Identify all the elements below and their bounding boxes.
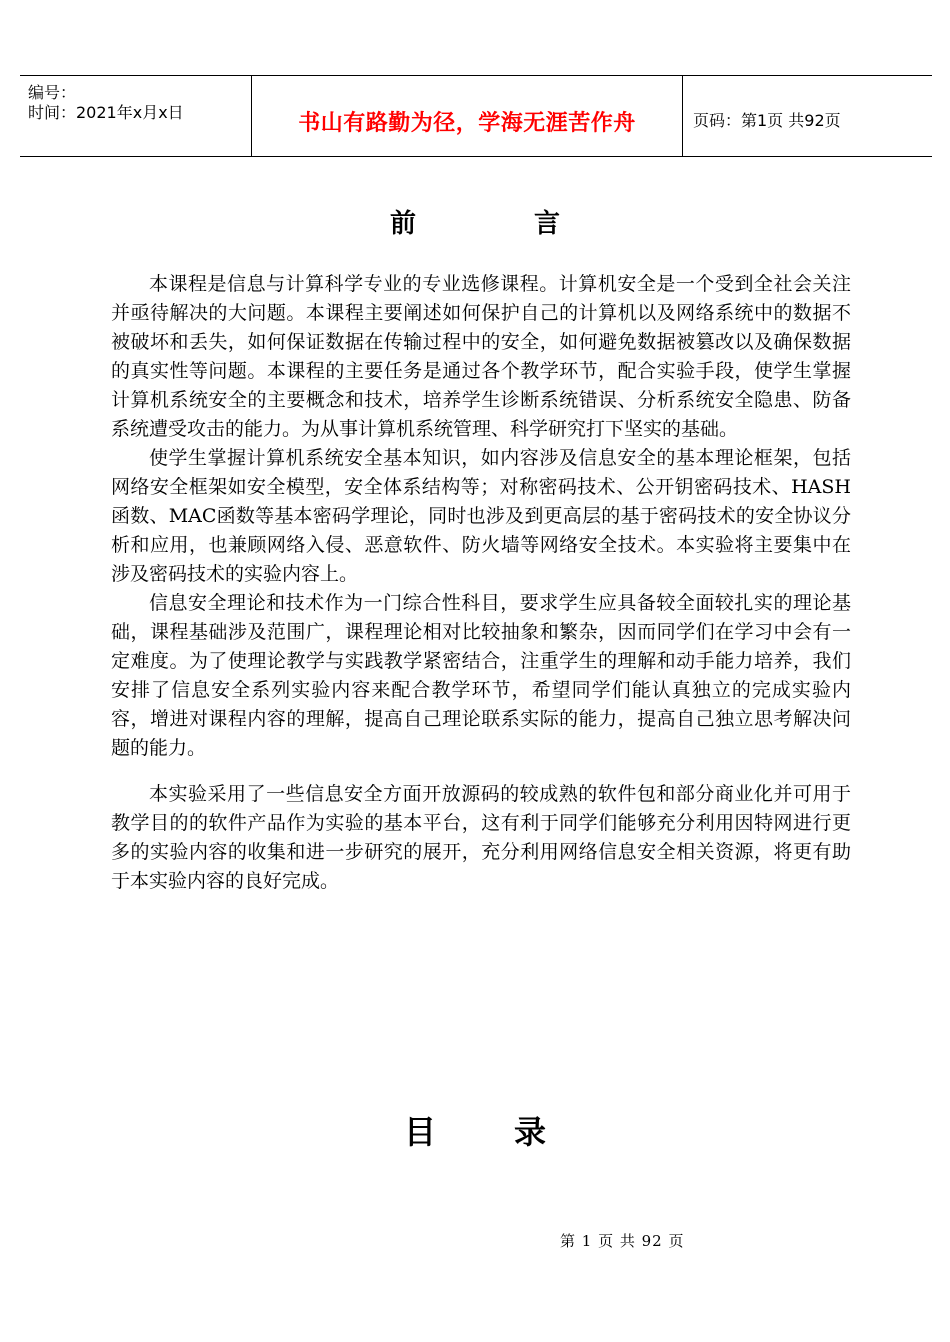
header-page-number: 页码：第1页 共92页 [693, 111, 841, 130]
preface-paragraph: 本课程是信息与计算科学专业的专业选修课程。计算机安全是一个受到全社会关注并亟待解决的大问题。本课程主要阐述如何保护自己的计算机以及网络系统中的数据不被破坏和丢失，如何保证数据在传输过程中的安全，如何避免数据被篡改以及确保数据的真实性等问题。本课程的主要任务是通过各个教学环节，配合实验手段，使学生掌握计算机系统安全的主要概念和技术，培养学生诊断系统错误、分析系统安全隐患、防备系统遭受攻击的能力。为从事计算机系统管理、科学研究打下坚实的基础。 [111, 273, 851, 440]
preface-paragraph: 使学生掌握计算机系统安全基本知识，如内容涉及信息安全的基本理论框架，包括网络安全框架如安全模型，安全体系结构等；对称密码技术、公开钥密码技术、HASH函数、MAC函数等基本密码学理论，同时也涉及到更高层的基于密码技术的安全协议分析和应用，也兼顾网络入侵、恶意软件、防火墙等网络安全技术。本实验将主要集中在涉及密码技术的实验内容上。 [111, 447, 851, 585]
toc-title-char-1: 目 [403, 1113, 436, 1151]
document-time-label: 时间：2021年x月x日 [28, 103, 184, 122]
preface-body [111, 270, 851, 896]
header-table [20, 75, 932, 157]
toc-title-char-2: 录 [514, 1113, 547, 1151]
preface-title [0, 203, 950, 240]
preface-paragraph: 信息安全理论和技术作为一门综合性科目，要求学生应具备较全面较扎实的理论基础，课程基础涉及范围广，课程理论相对比较抽象和繁杂，因而同学们在学习中会有一定难度。为了使理论教学与实践教学紧密结合，注重学生的理解和动手能力培养，我们安排了信息安全系列实验内容来配合教学环节，希望同学们能认真独立的完成实验内容，增进对课程内容的理解，提高自己理论联系实际的能力，提高自己独立思考解决问题的能力。 [111, 592, 851, 759]
preface-paragraph: 本实验采用了一些信息安全方面开放源码的较成熟的软件包和部分商业化并可用于教学目的的软件产品作为实验的基本平台，这有利于同学们能够充分利用因特网进行更多的实验内容的收集和进一步研究的展开，充分利用网络信息安全相关资源，将更有助于本实验内容的良好完成。 [111, 783, 851, 892]
header-meta-cell [20, 76, 252, 156]
preface-title-char-2: 言 [534, 209, 561, 239]
toc-title [0, 1107, 950, 1153]
header-slogan: 书山有路勤为径，学海无涯苦作舟 [252, 76, 683, 156]
document-number-label: 编号： [28, 83, 77, 102]
preface-title-char-1: 前 [389, 209, 416, 239]
footer-page-number: 第 1 页 共 92 页 [560, 1232, 685, 1250]
